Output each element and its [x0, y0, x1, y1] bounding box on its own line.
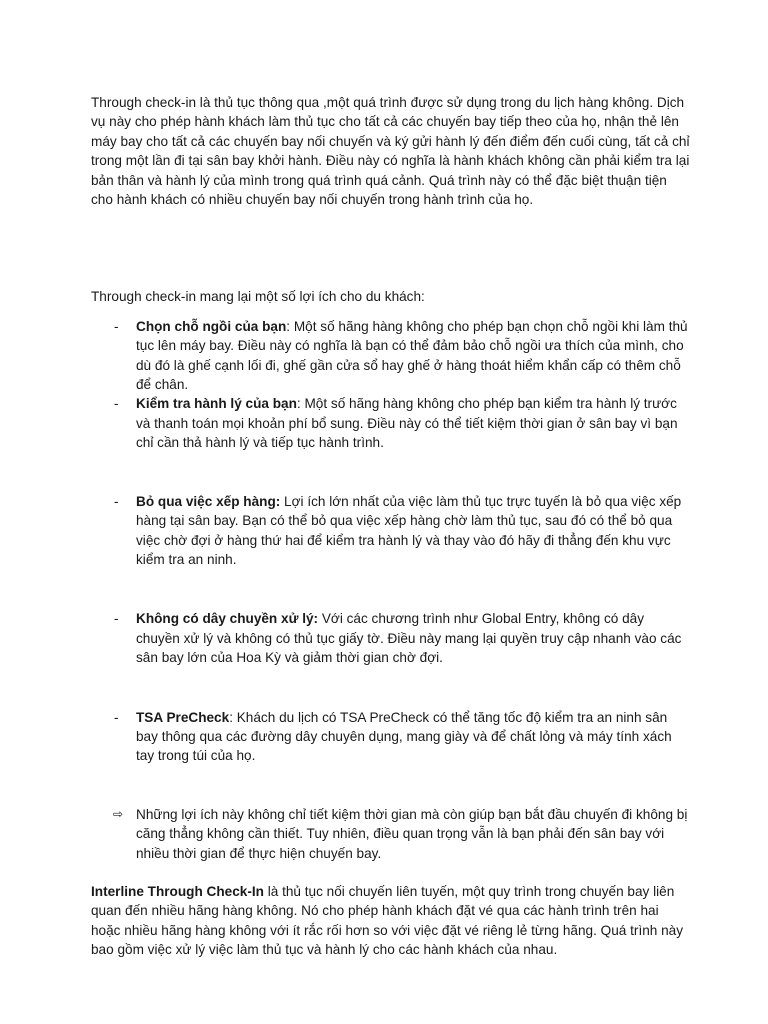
benefit-text: Với các chương trình như Global Entry, không có dây chuyền xử lý và không có thủ tục giấy tờ. Điều này mang lại quyền truy cập nhanh vào các sân bay lớn của Hoa Kỳ và giảm thời gian chờ đợi.: [136, 611, 682, 666]
benefit-title: Chọn chỗ ngồi của bạn: [136, 318, 287, 334]
benefit-item-skip-queue: [91, 492, 691, 570]
interline-text: là thủ tục nối chuyến liên tuyến, một quy trình trong chuyến bay liên quan đến nhiều hãng hàng không. Nó cho phép hành khách đặt vé qua các hành trình trên hai hoặc nhiều hãng hàng không với ít rắc rối hơn so với việc đặt vé riêng lẻ từng hãng. Quá trình này bao gồm việc xử lý việc làm thủ tục và hành lý cho các hành khách của nhau.: [91, 883, 684, 958]
benefit-item-choose-seat: [91, 317, 691, 395]
summary-text: Những lợi ích này không chỉ tiết kiệm thời gian mà còn giúp bạn bắt đầu chuyến đi không bị căng thẳng không cần thiết. Tuy nhiên, điều quan trọng vẫn là bạn phải đến sân bay với nhiều thời gian để thực hiện chuyến bay.: [136, 806, 688, 861]
interline-title: Interline Through Check-In: [91, 883, 264, 899]
intro-paragraph: Through check-in là thủ tục thông qua ,một quá trình được sử dụng trong du lịch hàng không. Dịch vụ này cho phép hành khách làm thủ tục cho tất cả các chuyến bay tiếp theo của họ, nhận thẻ lên máy bay cho tất cả các chuyến bay nối chuyến và ký gửi hành lý đến điểm đến cuối cùng, tất cả chỉ trong một lần đi tại sân bay khởi hành. Điều này có nghĩa là hành khách không cần phải kiểm tra lại bản thân và hành lý của mình trong quá trình quá cảnh. Quá trình này có thể đặc biệt thuận tiện cho hành khách có nhiều chuyến bay nối chuyến trong hành trình của họ.: [91, 95, 690, 208]
right-arrow-icon: ⇨: [113, 806, 124, 821]
benefit-separator: :: [296, 396, 301, 412]
benefit-separator: :: [286, 318, 291, 334]
benefit-title: Bỏ qua việc xếp hàng:: [136, 493, 281, 509]
document-page: [91, 93, 691, 960]
benefit-separator: :: [229, 709, 233, 725]
benefit-item-no-processing-line: [91, 609, 691, 667]
dash-bullet: -: [114, 396, 119, 412]
benefit-item-tsa-precheck: [91, 708, 691, 766]
benefits-heading: Through check-in mang lại một số lợi ích cho du khách:: [91, 289, 425, 305]
dash-bullet: -: [114, 493, 119, 509]
dash-bullet: -: [114, 318, 119, 334]
benefit-text: Một số hãng hàng không cho phép bạn kiểm tra hành lý trước và thanh toán mọi khoản phí bổ sung. Điều này có thể tiết kiệm thời gian ở sân bay vì bạn chỉ cần thả hành lý và tiếp tục hành trình.: [136, 396, 678, 451]
summary-paragraph: [91, 805, 691, 863]
benefit-title: TSA PreCheck: [136, 709, 230, 725]
benefit-item-check-baggage: [91, 394, 691, 452]
benefit-text: Khách du lịch có TSA PreCheck có thể tăng tốc độ kiểm tra an ninh sân bay thông qua các đường dây chuyên dụng, mang giày và để chất lỏng và máy tính xách tay trong túi của họ.: [136, 709, 672, 764]
benefit-text: Lợi ích lớn nhất của việc làm thủ tục trực tuyến là bỏ qua việc xếp hàng tại sân bay. Bạn có thể bỏ qua việc xếp hàng chờ làm thủ tục, sau đó có thể bỏ qua việc chờ đợi ở hàng thứ hai để kiểm tra hành lý và thay vào đó hãy đi thẳng đến khu vực kiểm tra an ninh.: [136, 493, 682, 567]
dash-bullet: -: [114, 611, 119, 627]
benefit-title: Không có dây chuyền xử lý:: [136, 611, 319, 627]
dash-bullet: -: [114, 709, 119, 725]
benefit-text: Một số hãng hàng không cho phép bạn chọn chỗ ngồi khi làm thủ tục lên máy bay. Điều này có nghĩa là bạn có thể đảm bảo chỗ ngồi ưa thích của mình, cho dù đó là ghế cạnh lối đi, ghế gần cửa sổ hay ghế ở hàng thoát hiểm khẩn cấp có thêm chỗ để chân.: [136, 318, 688, 393]
benefit-title: Kiểm tra hành lý của bạn: [136, 396, 297, 412]
interline-paragraph: [91, 882, 691, 960]
benefits-list: [91, 317, 691, 766]
